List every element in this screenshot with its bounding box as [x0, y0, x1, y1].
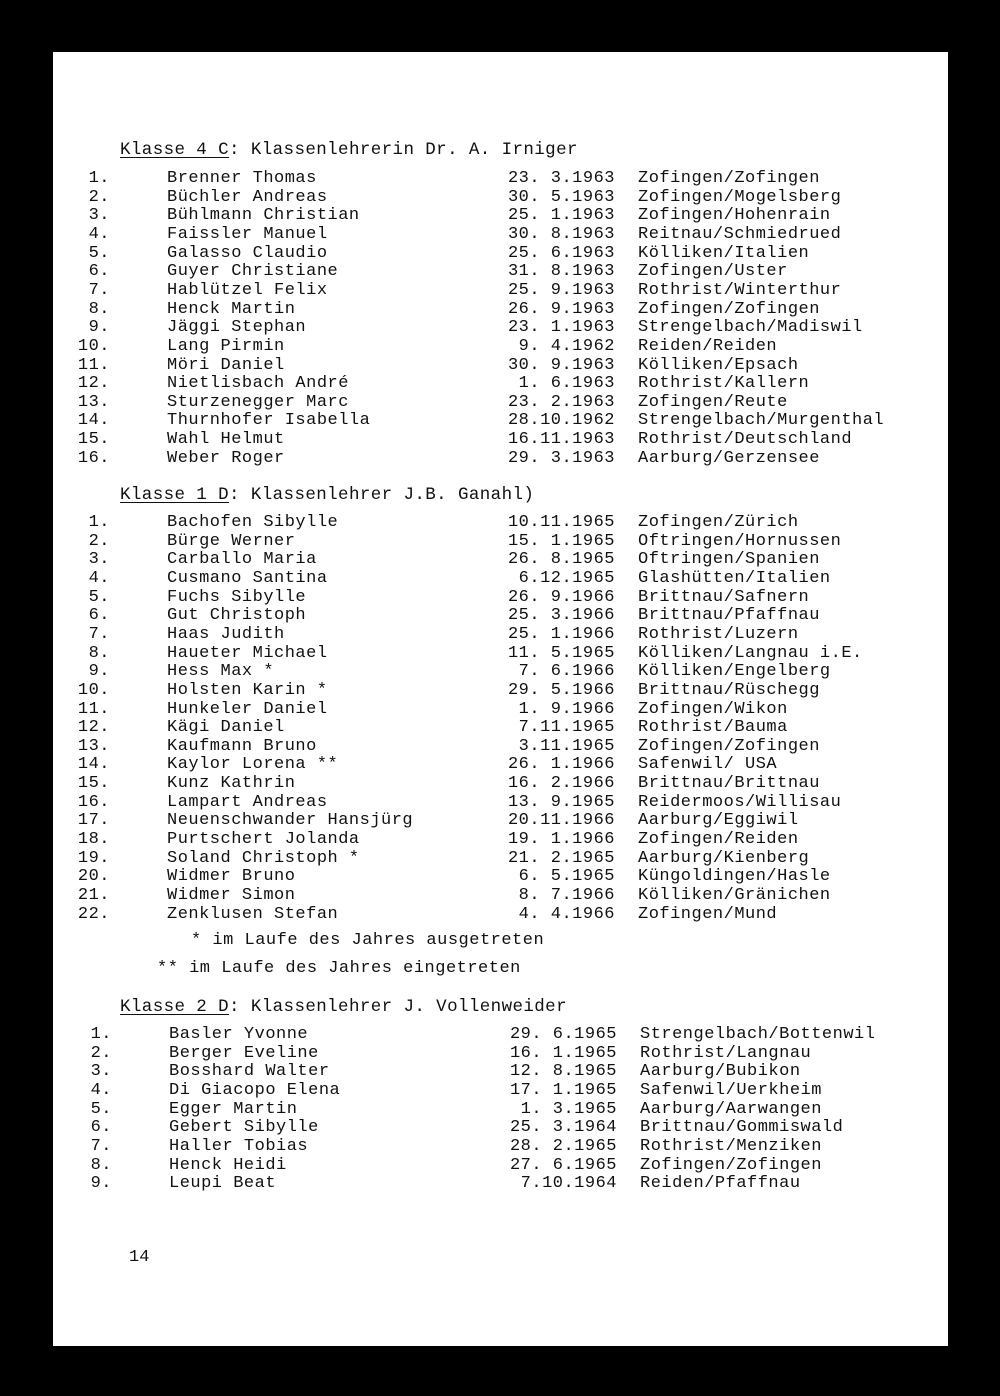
- student-name: Guyer Christiane: [167, 262, 339, 282]
- student-name: Weber Roger: [167, 448, 285, 468]
- student-name: Möri Daniel: [167, 355, 285, 375]
- student-birthdate: 6. 5.1965: [518, 867, 615, 887]
- student-name: Hablützel Felix: [167, 280, 328, 300]
- student-birthdate: 10.11.1965: [507, 513, 615, 532]
- student-name: Brenner Thomas: [167, 169, 317, 188]
- student-row: [53, 1062, 948, 1081]
- student-name: Henck Martin: [167, 299, 296, 319]
- student-birthdate: 26. 9.1966: [507, 587, 615, 607]
- student-number: 19.: [77, 848, 110, 868]
- student-places: Glashütten/Italien: [638, 568, 831, 588]
- student-row: [53, 1025, 948, 1044]
- student-places: Rothrist/Menziken: [640, 1136, 822, 1156]
- class-label: Klasse 2 D: [120, 997, 230, 1017]
- student-name: Nietlisbach André: [167, 374, 349, 394]
- student-number: 18.: [77, 830, 110, 850]
- student-number: 2.: [88, 187, 110, 207]
- student-row: [53, 449, 948, 468]
- student-name: Haas Judith: [167, 624, 285, 644]
- student-birthdate: 30. 9.1963: [507, 355, 615, 375]
- student-row: [53, 374, 948, 393]
- student-name: Haueter Michael: [167, 643, 328, 663]
- footnote: ** im Laufe des Jahres eingetreten: [157, 959, 521, 978]
- student-number: 8.: [88, 643, 110, 663]
- student-row: [53, 513, 948, 532]
- student-places: Aarburg/Eggiwil: [638, 811, 799, 831]
- student-row: [53, 718, 948, 737]
- student-places: Strengelbach/Madiswil: [638, 318, 863, 338]
- class-teacher: : Klassenlehrer J.B. Ganahl): [229, 485, 535, 505]
- student-birthdate: 16. 2.1966: [507, 774, 615, 794]
- footnote: * im Laufe des Jahres ausgetreten: [191, 931, 545, 950]
- student-number: 3.: [88, 550, 110, 570]
- student-name: Purtschert Jolanda: [167, 830, 360, 850]
- student-row: [53, 318, 948, 337]
- student-number: 6.: [88, 262, 110, 282]
- student-row: [53, 1081, 948, 1100]
- student-number: 15.: [77, 774, 110, 794]
- student-row: [53, 356, 948, 375]
- class-teacher: : Klassenlehrer J. Vollenweider: [229, 997, 567, 1017]
- student-birthdate: 29. 6.1965: [509, 1025, 617, 1044]
- student-birthdate: 19. 1.1966: [507, 830, 615, 850]
- student-number: 13.: [77, 392, 110, 412]
- student-birthdate: 25. 1.1963: [507, 206, 615, 226]
- student-name: Lang Pirmin: [167, 336, 285, 356]
- student-row: [53, 206, 948, 225]
- student-places: Reitnau/Schmiedrued: [638, 224, 842, 244]
- student-row: [53, 905, 948, 924]
- student-name: Zenklusen Stefan: [167, 904, 339, 924]
- student-name: Gut Christoph: [167, 606, 307, 626]
- student-row: [53, 700, 948, 719]
- student-number: 12.: [77, 718, 110, 738]
- student-row: [53, 1174, 948, 1193]
- student-birthdate: 30. 5.1963: [507, 187, 615, 207]
- student-birthdate: 3.11.1965: [518, 736, 615, 756]
- student-birthdate: 25. 9.1963: [507, 280, 615, 300]
- student-birthdate: 1. 9.1966: [518, 699, 615, 719]
- student-row: [53, 550, 948, 569]
- student-row: [53, 774, 948, 793]
- student-places: Safenwil/Uerkheim: [640, 1080, 822, 1100]
- student-places: Brittnau/Brittnau: [638, 774, 820, 794]
- student-places: Brittnau/Gommiswald: [640, 1118, 844, 1138]
- student-row: [53, 737, 948, 756]
- student-places: Kölliken/Gränichen: [638, 886, 831, 905]
- student-row: [53, 281, 948, 300]
- student-name: Kaufmann Bruno: [167, 736, 317, 756]
- student-birthdate: 25. 1.1966: [507, 624, 615, 644]
- student-birthdate: 4. 4.1966: [518, 904, 615, 924]
- student-places: Zofingen/Zofingen: [640, 1155, 822, 1175]
- student-birthdate: 28. 2.1965: [509, 1136, 617, 1156]
- student-places: Reiden/Reiden: [638, 336, 778, 356]
- class-heading: [120, 140, 578, 160]
- student-number: 7.: [90, 1136, 112, 1156]
- student-number: 22.: [77, 904, 110, 924]
- student-birthdate: 1. 6.1963: [518, 374, 615, 394]
- student-row: [53, 681, 948, 700]
- student-places: Brittnau/Pfaffnau: [638, 606, 820, 626]
- student-birthdate: 25. 3.1964: [509, 1118, 617, 1138]
- student-name: Berger Eveline: [169, 1043, 319, 1063]
- student-places: Rothrist/Luzern: [638, 624, 799, 644]
- student-places: Brittnau/Safnern: [638, 587, 810, 607]
- student-birthdate: 26. 8.1965: [507, 550, 615, 570]
- student-number: 13.: [77, 736, 110, 756]
- student-row: [53, 532, 948, 551]
- student-birthdate: 25. 6.1963: [507, 243, 615, 263]
- student-row: [53, 393, 948, 412]
- student-places: Zofingen/Wikon: [638, 699, 788, 719]
- student-places: Zofingen/Mund: [638, 904, 778, 924]
- student-places: Kölliken/Italien: [638, 243, 810, 263]
- student-name: Bühlmann Christian: [167, 206, 360, 226]
- student-name: Galasso Claudio: [167, 243, 328, 263]
- student-row: [53, 1137, 948, 1156]
- student-birthdate: 16. 1.1965: [509, 1043, 617, 1063]
- student-name: Leupi Beat: [169, 1174, 277, 1194]
- student-birthdate: 12. 8.1965: [509, 1062, 617, 1082]
- student-birthdate: 29. 5.1966: [507, 680, 615, 700]
- student-number: 1.: [88, 513, 110, 532]
- student-places: Zofingen/Reiden: [638, 830, 799, 850]
- student-birthdate: 28.10.1962: [507, 411, 615, 431]
- student-birthdate: 7.10.1964: [520, 1174, 617, 1194]
- student-number: 11.: [77, 699, 110, 719]
- student-places: Rothrist/Langnau: [640, 1043, 812, 1063]
- student-birthdate: 25. 3.1966: [507, 606, 615, 626]
- student-number: 7.: [88, 280, 110, 300]
- student-places: Rothrist/Winterthur: [638, 280, 842, 300]
- student-name: Hess Max *: [167, 662, 275, 682]
- student-row: [53, 886, 948, 905]
- student-birthdate: 23. 2.1963: [507, 392, 615, 412]
- student-birthdate: 8. 7.1966: [518, 886, 615, 905]
- student-name: Wahl Helmut: [167, 430, 285, 450]
- student-places: Zofingen/Hohenrain: [638, 206, 831, 226]
- student-places: Kölliken/Engelberg: [638, 662, 831, 682]
- student-number: 10.: [77, 336, 110, 356]
- student-number: 4.: [88, 224, 110, 244]
- student-name: Widmer Bruno: [167, 867, 296, 887]
- student-birthdate: 26. 1.1966: [507, 755, 615, 775]
- student-name: Cusmano Santina: [167, 568, 328, 588]
- student-name: Basler Yvonne: [169, 1025, 309, 1044]
- student-row: [53, 1100, 948, 1119]
- student-row: [53, 188, 948, 207]
- student-places: Zofingen/Uster: [638, 262, 788, 282]
- student-birthdate: 27. 6.1965: [509, 1155, 617, 1175]
- student-number: 9.: [90, 1174, 112, 1194]
- student-number: 3.: [88, 206, 110, 226]
- student-name: Gebert Sibylle: [169, 1118, 319, 1138]
- student-name: Soland Christoph *: [167, 848, 360, 868]
- class-label: Klasse 1 D: [120, 485, 230, 505]
- student-number: 7.: [88, 624, 110, 644]
- student-name: Neuenschwander Hansjürg: [167, 811, 414, 831]
- student-places: Zofingen/Mogelsberg: [638, 187, 842, 207]
- student-row: [53, 430, 948, 449]
- student-row: [53, 755, 948, 774]
- student-name: Jäggi Stephan: [167, 318, 307, 338]
- student-places: Oftringen/Hornussen: [638, 531, 842, 551]
- student-places: Küngoldingen/Hasle: [638, 867, 831, 887]
- student-row: [53, 262, 948, 281]
- student-number: 2.: [90, 1043, 112, 1063]
- student-name: Fuchs Sibylle: [167, 587, 307, 607]
- student-name: Di Giacopo Elena: [169, 1080, 341, 1100]
- student-name: Lampart Andreas: [167, 792, 328, 812]
- student-row: [53, 830, 948, 849]
- student-places: Reidermoos/Willisau: [638, 792, 842, 812]
- student-name: Bosshard Walter: [169, 1062, 330, 1082]
- student-row: [53, 244, 948, 263]
- student-number: 14.: [77, 755, 110, 775]
- student-name: Widmer Simon: [167, 886, 296, 905]
- student-places: Rothrist/Deutschland: [638, 430, 853, 450]
- student-number: 2.: [88, 531, 110, 551]
- student-places: Zofingen/Zofingen: [638, 736, 820, 756]
- student-places: Zofingen/Zofingen: [638, 299, 820, 319]
- student-number: 1.: [88, 169, 110, 188]
- student-number: 8.: [88, 299, 110, 319]
- student-row: [53, 225, 948, 244]
- student-number: 20.: [77, 867, 110, 887]
- student-number: 1.: [90, 1025, 112, 1044]
- student-row: [53, 811, 948, 830]
- student-places: Aarburg/Gerzensee: [638, 448, 820, 468]
- student-row: [53, 169, 948, 188]
- student-row: [53, 606, 948, 625]
- student-name: Kaylor Lorena **: [167, 755, 339, 775]
- student-name: Carballo Maria: [167, 550, 317, 570]
- student-number: 8.: [90, 1155, 112, 1175]
- student-number: 17.: [77, 811, 110, 831]
- student-number: 9.: [88, 318, 110, 338]
- student-row: [53, 411, 948, 430]
- student-places: Reiden/Pfaffnau: [640, 1174, 801, 1194]
- student-name: Büchler Andreas: [167, 187, 328, 207]
- student-number: 5.: [88, 243, 110, 263]
- student-number: 14.: [77, 411, 110, 431]
- student-row: [53, 1118, 948, 1137]
- student-birthdate: 16.11.1963: [507, 430, 615, 450]
- student-birthdate: 9. 4.1962: [518, 336, 615, 356]
- student-places: Rothrist/Kallern: [638, 374, 810, 394]
- page-number: 14: [129, 1248, 150, 1267]
- student-places: Kölliken/Epsach: [638, 355, 799, 375]
- student-places: Strengelbach/Bottenwil: [640, 1025, 876, 1044]
- student-name: Holsten Karin *: [167, 680, 328, 700]
- student-birthdate: 20.11.1966: [507, 811, 615, 831]
- student-places: Kölliken/Langnau i.E.: [638, 643, 863, 663]
- student-number: 3.: [90, 1062, 112, 1082]
- student-places: Aarburg/Aarwangen: [640, 1099, 822, 1119]
- student-number: 21.: [77, 886, 110, 905]
- student-places: Zofingen/Zürich: [638, 513, 799, 532]
- student-places: Aarburg/Bubikon: [640, 1062, 801, 1082]
- student-number: 10.: [77, 680, 110, 700]
- class-teacher: : Klassenlehrerin Dr. A. Irniger: [229, 140, 578, 160]
- student-name: Haller Tobias: [169, 1136, 309, 1156]
- student-row: [53, 588, 948, 607]
- student-number: 4.: [88, 568, 110, 588]
- student-number: 6.: [88, 606, 110, 626]
- student-number: 4.: [90, 1080, 112, 1100]
- student-birthdate: 17. 1.1965: [509, 1080, 617, 1100]
- document-page: [53, 52, 948, 1346]
- student-row: [53, 569, 948, 588]
- student-name: Kägi Daniel: [167, 718, 285, 738]
- student-name: Thurnhofer Isabella: [167, 411, 371, 431]
- student-row: [53, 1156, 948, 1175]
- student-birthdate: 7. 6.1966: [518, 662, 615, 682]
- student-name: Sturzenegger Marc: [167, 392, 349, 412]
- student-places: Aarburg/Kienberg: [638, 848, 810, 868]
- student-places: Zofingen/Zofingen: [638, 169, 820, 188]
- student-row: [53, 662, 948, 681]
- student-name: Faissler Manuel: [167, 224, 328, 244]
- student-number: 6.: [90, 1118, 112, 1138]
- student-row: [53, 1044, 948, 1063]
- student-birthdate: 6.12.1965: [518, 568, 615, 588]
- student-number: 12.: [77, 374, 110, 394]
- student-row: [53, 337, 948, 356]
- student-name: Hunkeler Daniel: [167, 699, 328, 719]
- student-name: Henck Heidi: [169, 1155, 287, 1175]
- student-name: Bachofen Sibylle: [167, 513, 339, 532]
- student-name: Kunz Kathrin: [167, 774, 296, 794]
- student-row: [53, 644, 948, 663]
- student-number: 5.: [88, 587, 110, 607]
- student-row: [53, 300, 948, 319]
- student-places: Strengelbach/Murgenthal: [638, 411, 885, 431]
- class-heading: [120, 485, 534, 505]
- student-birthdate: 11. 5.1965: [507, 643, 615, 663]
- student-row: [53, 793, 948, 812]
- student-birthdate: 29. 3.1963: [507, 448, 615, 468]
- student-birthdate: 23. 1.1963: [507, 318, 615, 338]
- student-places: Oftringen/Spanien: [638, 550, 820, 570]
- student-birthdate: 7.11.1965: [518, 718, 615, 738]
- student-birthdate: 15. 1.1965: [507, 531, 615, 551]
- student-row: [53, 625, 948, 644]
- student-birthdate: 30. 8.1963: [507, 224, 615, 244]
- student-birthdate: 23. 3.1963: [507, 169, 615, 188]
- student-number: 11.: [77, 355, 110, 375]
- student-number: 16.: [77, 792, 110, 812]
- student-number: 9.: [88, 662, 110, 682]
- student-name: Bürge Werner: [167, 531, 296, 551]
- student-row: [53, 849, 948, 868]
- student-birthdate: 1. 3.1965: [520, 1099, 617, 1119]
- student-row: [53, 867, 948, 886]
- class-heading: [120, 997, 567, 1017]
- student-birthdate: 26. 9.1963: [507, 299, 615, 319]
- student-name: Egger Martin: [169, 1099, 298, 1119]
- class-label: Klasse 4 C: [120, 140, 230, 160]
- student-birthdate: 21. 2.1965: [507, 848, 615, 868]
- student-places: Safenwil/ USA: [638, 755, 778, 775]
- student-number: 15.: [77, 430, 110, 450]
- student-places: Rothrist/Bauma: [638, 718, 788, 738]
- student-places: Brittnau/Rüschegg: [638, 680, 820, 700]
- student-birthdate: 13. 9.1965: [507, 792, 615, 812]
- student-places: Zofingen/Reute: [638, 392, 788, 412]
- student-number: 16.: [77, 448, 110, 468]
- student-number: 5.: [90, 1099, 112, 1119]
- student-birthdate: 31. 8.1963: [507, 262, 615, 282]
